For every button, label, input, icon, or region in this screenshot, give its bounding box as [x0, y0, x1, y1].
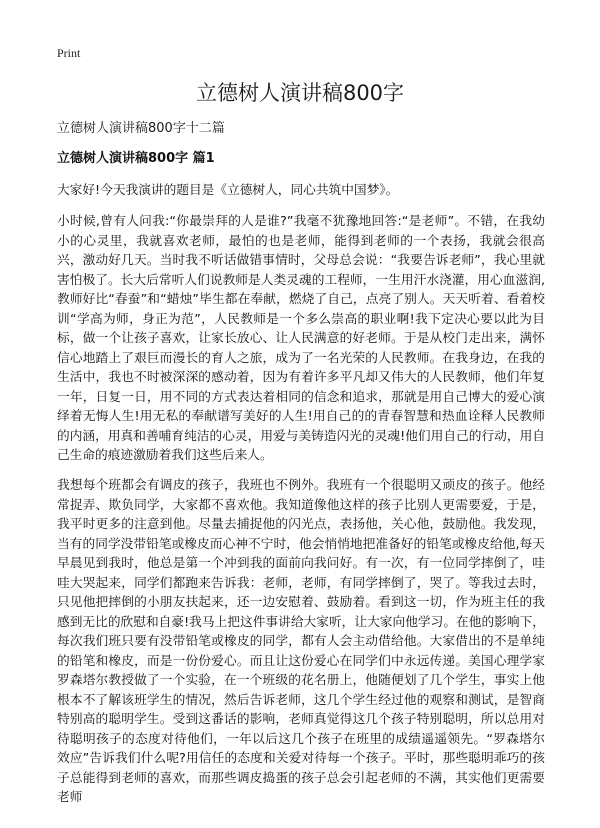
document-subtitle: 立德树人演讲稿800字十二篇 — [57, 121, 225, 136]
section-heading: 立德树人演讲稿800字 篇1 — [57, 151, 215, 166]
paragraph-greeting: 大家好!今天我演讲的题目是《立德树人，同心共筑中国梦》。 — [57, 182, 399, 197]
page-title: 立德树人演讲稿800字 — [195, 81, 405, 105]
print-link[interactable]: Print — [57, 46, 81, 60]
paragraph-childhood: 小时候,曾有人问我:“你最崇拜的人是谁?”我毫不犹豫地回答:“是老师”。不错，在我幼小的心灵里，我就喜欢老师，最怕的也是老师，能得到老师的一个表扬，我就会很高兴，激动好几天。当时我不听话做错事情时，父母总会说：“我要告诉老师”，我心里就害怕极了。长大后常听人们说教师是人类灵魂的工程师，一生用汗水浇灌，用心血滋润,教师好比“春蚕”和“蜡烛”毕生都在奉献，燃烧了自己，点亮了别人。天天听着、看着校训“学高为师，身正为范”，人民教师是一个多么崇高的职业啊!我下定决心要以此为目标，做一个让孩子喜欢，让家长放心、让人民满意的好老师。于是从校门走出来，满怀信心地踏上了艰巨而漫长的育人之旅，成为了一名光荣的人民教师。在我身边，在我的生活中，我也不时被深深的感动着，因为有着许多平凡却又伟大的人民教师，他们年复一年，日复一日，用不同的方式表达着相同的信念和追求，那就是用自己博大的爱心演绎着无悔人生!用无私的奉献谱写美好的人生!用自己的的青春智慧和热血诠释人民教师的内涵，用真和善哺育纯洁的心灵，用爱与美铸造闪光的灵魂!他们用自己的行动，用自己生命的痕迹激励着我们这些后来人。 — [57, 213, 545, 462]
paragraph-class-story: 我想每个班都会有调皮的孩子，我班也不例外。我班有一个很聪明又顽皮的孩子。他经常捉弄、欺负同学，大家都不喜欢他。我知道像他这样的孩子比别人更需要爱，于是，我平时更多的注意到他。尽量去捕捉他的闪光点，表扬他，关心他，鼓励他。我发现，当有的同学没带铅笔或橡皮而心神不宁时，他会悄悄地把准备好的铅笔或橡皮给他,每天早晨见到我时，他总是第一个冲到我的面前向我问好。有一次，有一位同学摔倒了，哇哇大哭起来，同学们都跑来告诉我：老师，老师，有同学摔倒了，哭了。等我过去时，只见他把摔倒的小朋友扶起来，还一边安慰着、鼓励着。看到这一切，作为班主任的我感到无比的欣慰和自豪!我马上把这件事讲给大家听，让大家向他学习。在他的影响下，每次我们班只要有没带铅笔或橡皮的同学，都有人会主动借给他。大家借出的不是单纯的铅笔和橡皮，而是一份份爱心。而且让这份爱心在同学们中永远传递。美国心理学家罗森塔尔教授做了一个实验，在一个班级的花名册上，他随便划了几个学生，事实上他根本不了解该班学生的情况，然后告诉老师，这几个学生经过他的观察和测试，是智商特别高的聪明学生。受到这番话的影响，老师真觉得这几个孩子特别聪明，所以总用对待聪明孩子的态度对待他们，一年以后这几个孩子在班里的成绩遥遥领先。“罗森塔尔效应”告诉我们什么呢?用信任的态度和关爱对待每一个孩子。平时，那些聪明乖巧的孩子总能得到老师的喜欢，而那些调皮捣蛋的孩子总会引起老师的不满，其实他们更需要老师 — [57, 477, 545, 804]
